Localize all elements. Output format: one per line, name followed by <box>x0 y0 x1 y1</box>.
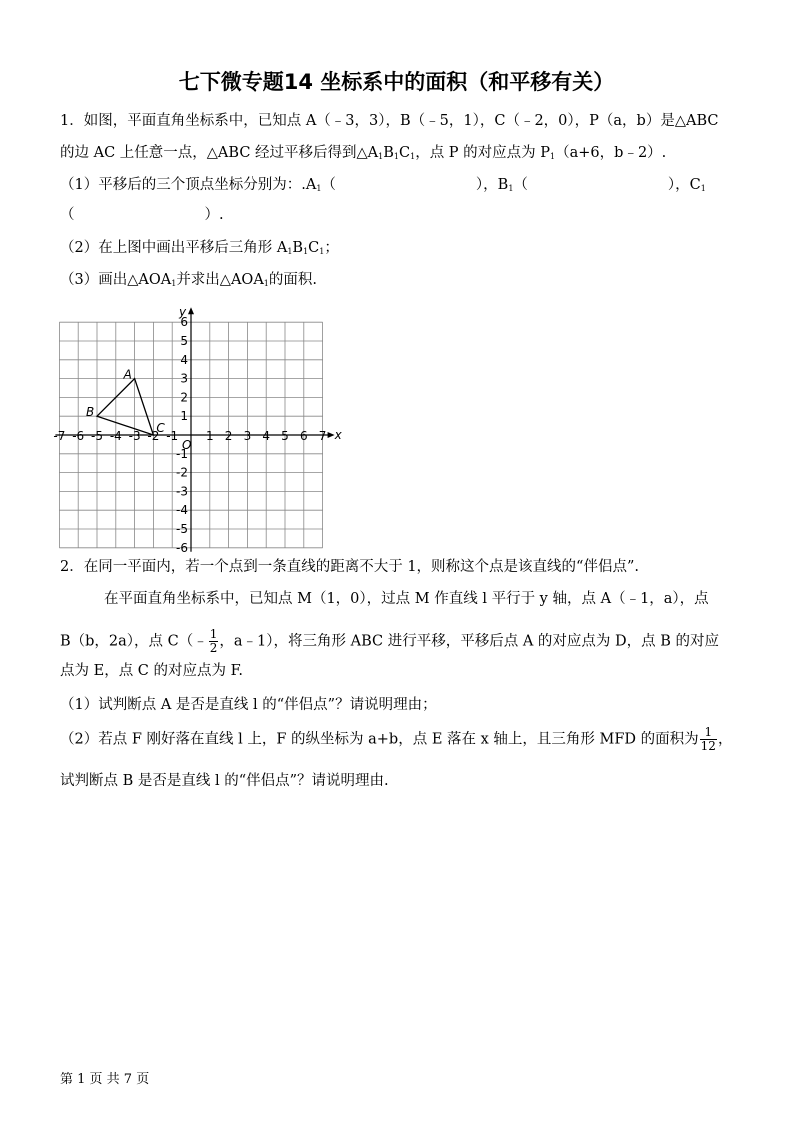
triangle-shape <box>97 379 153 435</box>
x-tick-label: 2 <box>224 429 233 443</box>
coordinate-grid <box>53 300 354 555</box>
y-tick-label: -3 <box>176 484 188 499</box>
q1-part1: （1）平移后的三个顶点坐标分别为：$.A_1$（ ），$B_1$（ ），$C_1$ <box>60 177 706 193</box>
x-tick-label: 5 <box>281 429 289 443</box>
y-tick-label: -2 <box>176 465 188 480</box>
q2-line2: 在平面直角坐标系中，已知点 M（1，0），过点 M 作直线 l 平行于 y 轴，点 A（﹣1，a），点 <box>104 591 709 607</box>
q2-line1: 2．在同一平面内，若一个点到一条直线的距离不大于 1，则称这个点是该直线的“伴侣点”. <box>60 559 639 575</box>
x-tick-label: -1 <box>166 429 179 443</box>
x-tick-label: 3 <box>243 429 252 443</box>
vertex-label-b: B <box>86 405 95 420</box>
x-tick-label: -4 <box>109 429 122 443</box>
y-tick-label: 1 <box>180 409 188 424</box>
vertex-label-c: C <box>156 421 165 435</box>
x-tick-label: -5 <box>91 429 103 443</box>
q1-line1: 1．如图，平面直角坐标系中，已知点 A（﹣3，3），B（﹣5，1），C（﹣2，0），P（a，b）是△ABC <box>60 113 719 129</box>
x-tick-label: -3 <box>128 429 141 443</box>
y-tick-label: -5 <box>176 522 188 536</box>
q2-part1: （1）试判断点 A 是否是直线 l 的“伴侣点”？请说明理由； <box>60 697 437 713</box>
x-tick-label: 1 <box>205 429 214 443</box>
q2-part3: 试判断点 B 是否是直线 l 的“伴侣点”？请说明理由. <box>60 773 389 789</box>
y-tick-label: 5 <box>180 334 188 348</box>
q1-line2: 的边 AC 上任意一点，△ABC 经过平移后得到$\triangle A_1B_1C_1$，点 P 的对应点为 $P_1(a+6$，b﹣2）. <box>60 145 667 161</box>
y-tick-label: -6 <box>176 540 188 555</box>
y-tick-label: 3 <box>180 371 188 386</box>
page-footer: 第 1 页 共 7 页 <box>60 1072 150 1087</box>
fraction-one-twelfth: $\frac{1}{12}$ <box>700 725 716 753</box>
y-axis-label: y <box>179 305 187 320</box>
q2-line3: B（b，2a），点 C（﹣ $\frac{1}{2}$ ，a﹣1），将三角形 ABC 进行平移，平移后点 A 的对应点为 D，点 B 的对应 <box>60 627 720 655</box>
y-tick-label: -1 <box>176 446 188 461</box>
x-tick-label: -7 <box>53 429 66 443</box>
x-axis-label: x <box>334 428 342 442</box>
y-tick-label: 2 <box>180 390 188 405</box>
x-tick-label: -6 <box>72 429 85 443</box>
x-tick-label: -2 <box>147 429 160 443</box>
origin-label: O <box>182 438 192 452</box>
q1-part3: （3）画出$\triangle AOA_1$并求出$\triangle AOA_1$的面积. <box>60 272 317 288</box>
y-tick-label: 6 <box>180 315 188 330</box>
vertex-label-a: A <box>123 367 132 382</box>
x-tick-label: 7 <box>318 429 327 443</box>
x-axis-arrow <box>328 432 335 438</box>
y-axis-arrow <box>188 307 194 314</box>
y-tick-label: 4 <box>180 352 188 367</box>
q1-part1-cont: （ ）. <box>60 207 224 223</box>
x-tick-label: 4 <box>262 429 271 443</box>
page-title: 七下微专题14 坐标系中的面积（和平移有关） <box>178 70 615 94</box>
y-tick-label: -4 <box>176 503 188 518</box>
fraction-half: $\frac{1}{2}$ <box>209 627 218 655</box>
q2-line4: 点为 E，点 C 的对应点为 F. <box>60 663 244 679</box>
q2-part2: （2）若点 F 刚好落在直线 l 上，F 的纵坐标为 a+b，点 E 落在 x 轴上，且三角形 MFD 的面积为 $\frac{1}{12}$ ， <box>60 725 733 753</box>
q1-part2: （2）在上图中画出平移后三角形 $A_1B_1C_1$； <box>60 240 339 256</box>
x-tick-label: 6 <box>299 429 308 443</box>
